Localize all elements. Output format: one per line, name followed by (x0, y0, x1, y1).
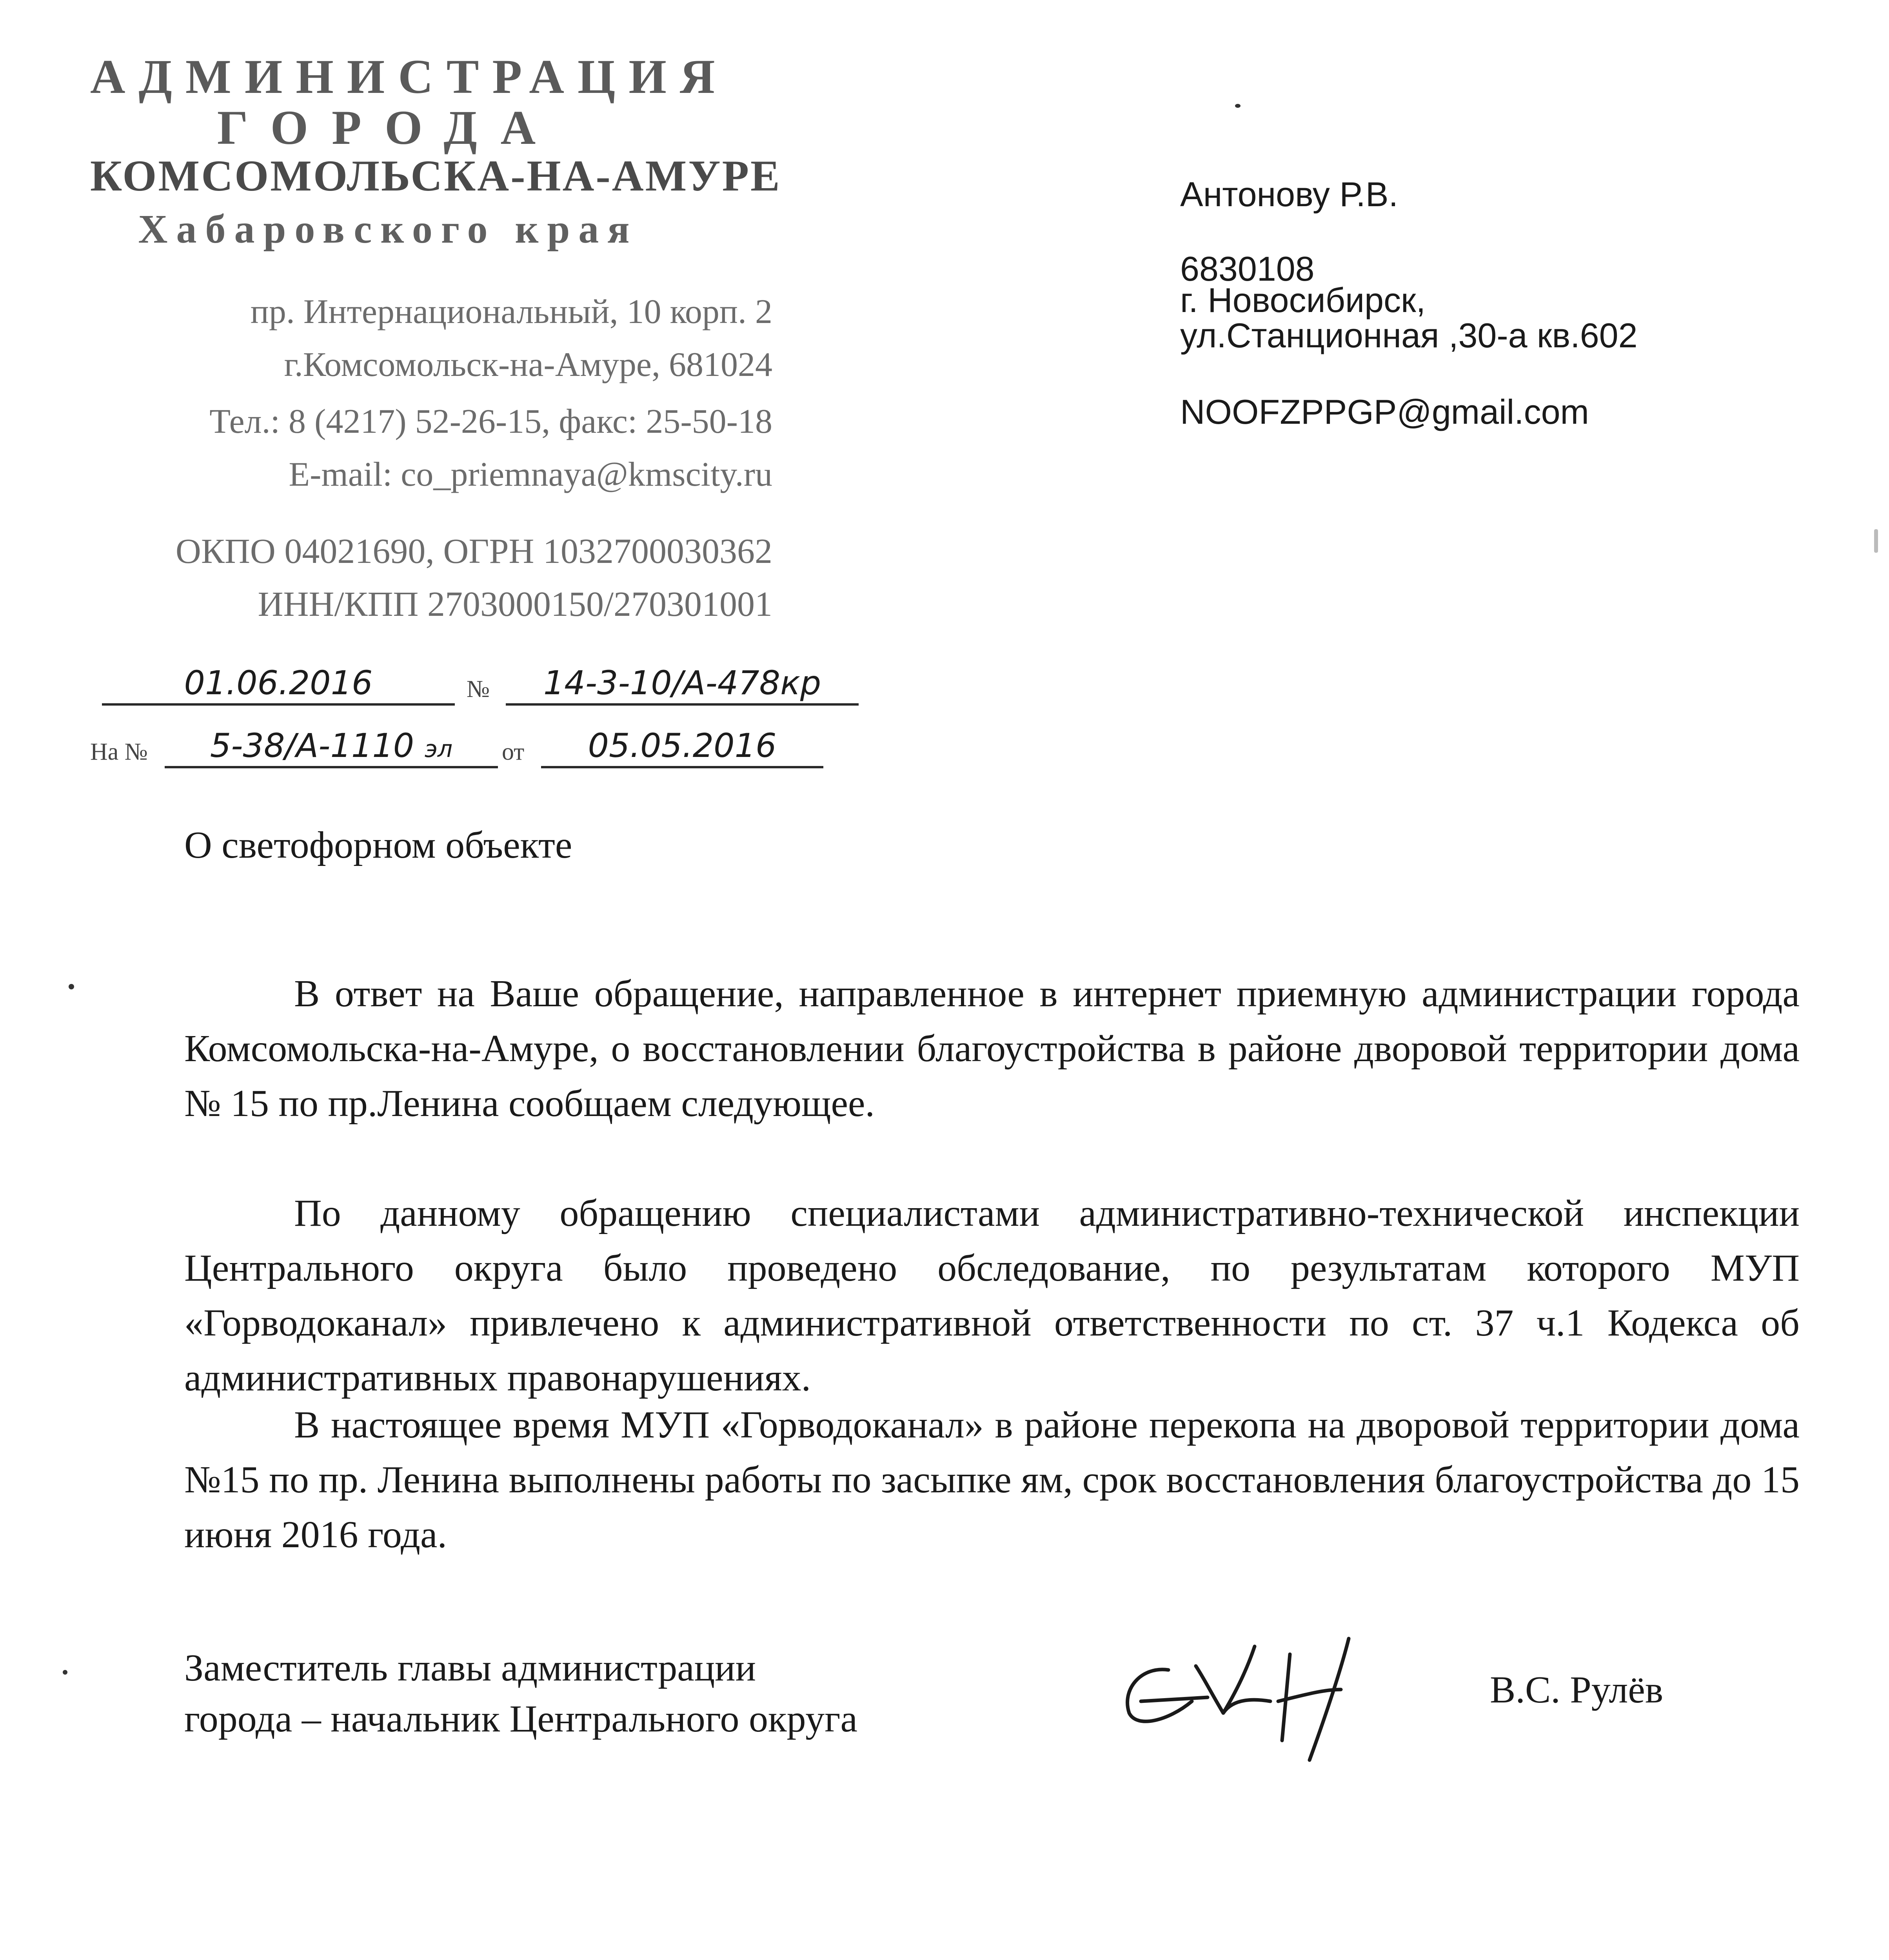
body-paragraph: По данному обращению специалистами административно-технической инспекции Центрального округа было проведено обследование, по результатам которого МУП «Горводоканал» привлечено к административной ответственности по ст. 37 ч.1 Кодекса об административных правонарушениях. (184, 1192, 1800, 1399)
letterhead-okpo: ОКПО 04021690, ОГРН 1032700030362 (175, 532, 772, 571)
letterhead-inn: ИНН/КПП 2703000150/270301001 (258, 585, 772, 624)
outgoing-reference (90, 643, 874, 706)
addressee-postal-index: 6830108 (1180, 249, 1315, 288)
body-paragraph: В настоящее время МУП «Горводоканал» в районе перекопа на дворовой территории дома №15 по пр. Ленина выполнены работы по засыпке ям, срок восстановления благоустройства до 15 июня 2016 года. (184, 1404, 1800, 1556)
signatory-position (184, 1642, 857, 1744)
letterhead-city: КОМСОМОЛЬСКА-НА-АМУРЕ (90, 152, 781, 200)
signatory-position-line1: Заместитель главы администрации (184, 1647, 756, 1689)
incoming-reference (90, 706, 874, 768)
handwritten-signature (1106, 1623, 1411, 1764)
addressee-name: Антонову Р.В. (1180, 175, 1399, 214)
letterhead-address: пр. Интернациональный, 10 корп. 2 (250, 293, 772, 331)
letterhead-region: Хабаровского края (138, 207, 638, 252)
incoming-date: 05.05.2016 (541, 729, 823, 768)
incoming-number-label: На № (90, 739, 148, 765)
letterhead-subtitle: ГОРОДА (217, 101, 559, 154)
signatory-name: В.С. Рулёв (1490, 1669, 1664, 1711)
letterhead-title: АДМИНИСТРАЦИЯ (90, 50, 728, 103)
addressee-email: NOOFZPPGP@gmail.com (1180, 392, 1589, 431)
letter-subject: О светофорном объекте (184, 824, 572, 866)
addressee-street: ул.Станционная ,30-а кв.602 (1180, 316, 1638, 355)
outgoing-number-label: № (467, 676, 490, 702)
letterhead-phone: Тел.: 8 (4217) 52-26-15, факс: 25-50-18 (209, 403, 772, 441)
scan-edge-mark (1874, 529, 1878, 553)
scan-speck (63, 1670, 67, 1675)
body-paragraph: В ответ на Ваше обращение, направленное в интернет приемную администрации города Комсомольска-на-Амуре, о восстановлении благоустройства в районе дворовой территории дома № 15 по пр.Ленина сообщаем следующее. (184, 973, 1800, 1125)
letterhead-email: E-mail: co_priemnaya@kmscity.ru (289, 456, 772, 494)
scan-speck (1235, 104, 1241, 108)
incoming-from-label: от (502, 739, 525, 765)
outgoing-date: 01.06.2016 (102, 666, 455, 706)
scan-speck (69, 984, 74, 989)
signatory-position-line2: города – начальник Центрального округа (184, 1698, 857, 1740)
incoming-number: 5-38/А-1110 эл (165, 729, 498, 768)
letterhead-postal: г.Комсомольск-на-Амуре, 681024 (284, 346, 772, 384)
addressee-city: г. Новосибирск, (1180, 281, 1426, 319)
outgoing-number: 14-3-10/А-478кр (506, 666, 859, 706)
